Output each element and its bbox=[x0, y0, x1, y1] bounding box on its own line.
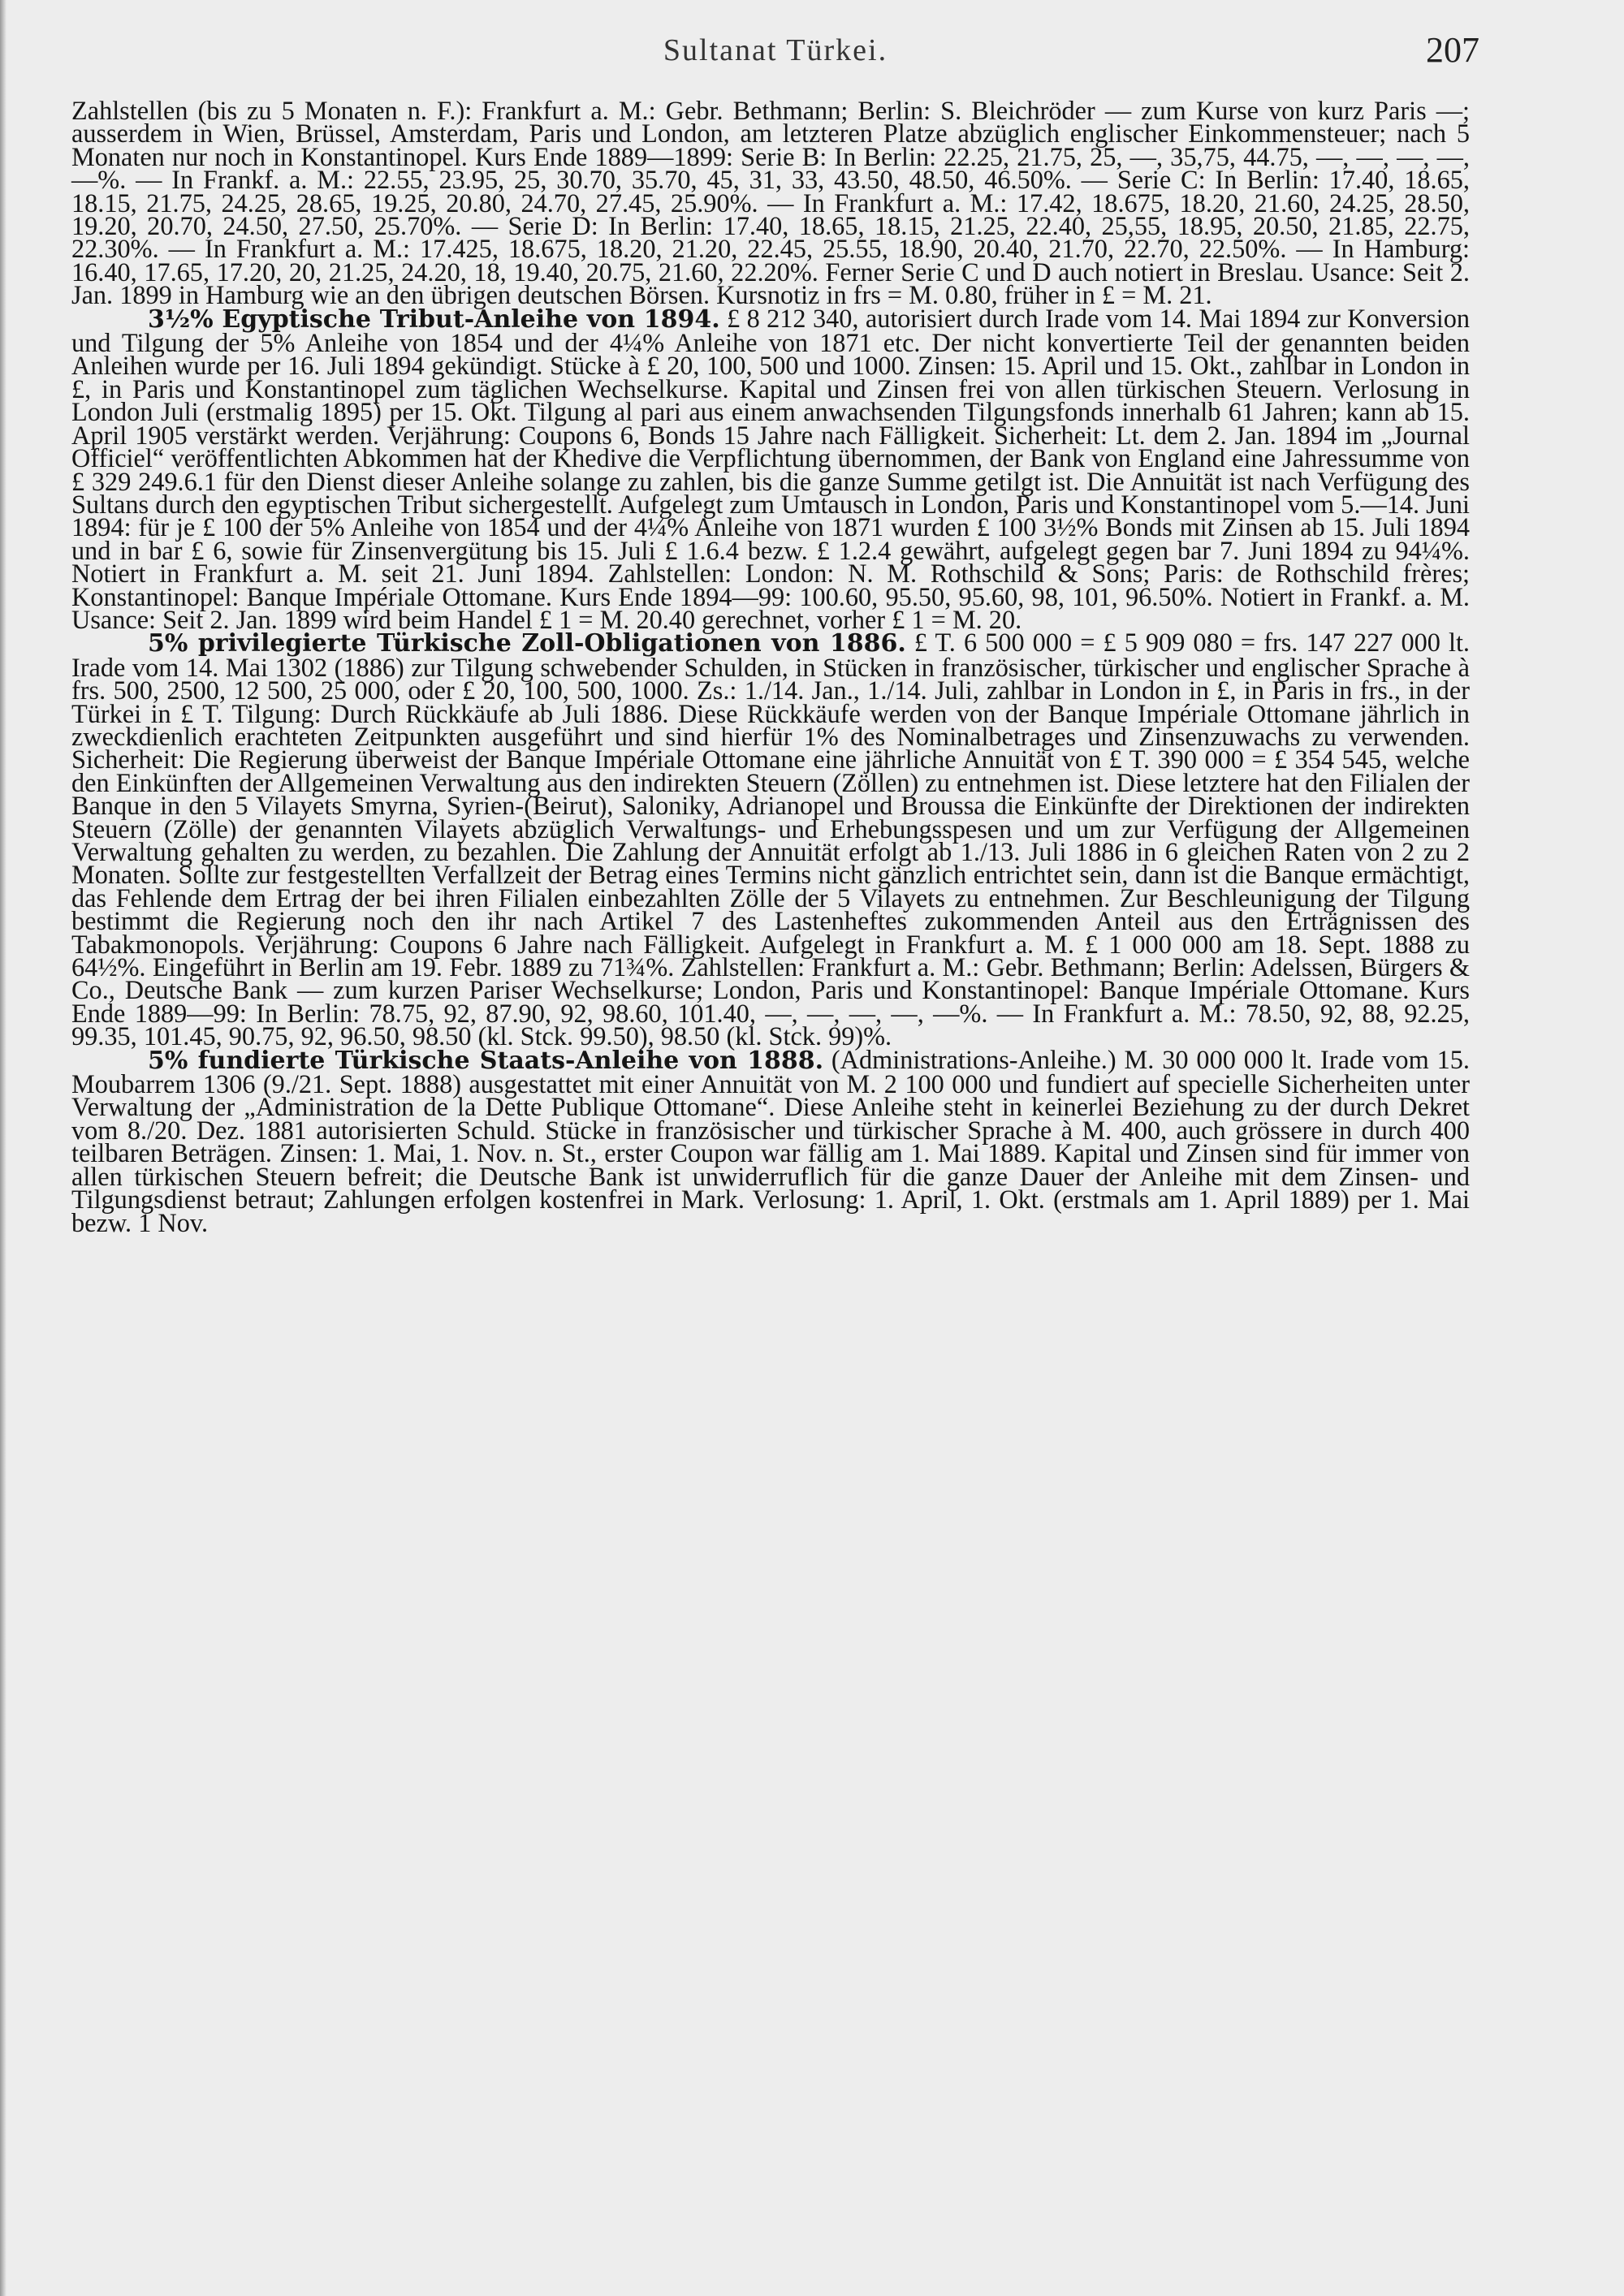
section-heading: 5% fundierte Türkische Staats-Anleihe von 1888. bbox=[148, 1046, 824, 1075]
running-head: Sultanat Türkei. bbox=[663, 33, 888, 67]
section-heading: 3½% Egyptische Tribut-Anleihe von 1894. bbox=[148, 304, 720, 334]
paragraph-zoll-obligationen bbox=[71, 628, 1470, 1051]
page-header bbox=[71, 24, 1479, 73]
paragraph-zahlstellen-continued bbox=[71, 96, 1470, 310]
page-number: 207 bbox=[1426, 30, 1479, 70]
paragraph-text: £ 8 212 340, autorisiert durch Irade vom 14. Mai 1894 zur Konversion und Tilgung der 5% Anleihe von 1854 und der 4¼% Anleihe von 1871 etc. Der nicht konvertierte Teil der genannten beiden Anleihen wurde per 16. Juli 1894 gekündigt. Stücke à £ 20, 100, 500 und 1000. Zinsen: 15. April und 15. Okt., zahlbar in London in £, in Paris und Konstantinopel zum täglichen Wechselkurse. Kapital und Zinsen frei von allen türkischen Steuern. Verlosung in London Juli (erstmalig 1895) per 15. Okt. Tilgung al pari aus einem anwachsenden Tilgungsfonds innerhalb 61 Jahren; kann ab 15. April 1905 verstärkt werden. Verjährung: Coupons 6, Bonds 15 Jahre nach Fälligkeit. Sicherheit: Lt. dem 2. Jan. 1894 im „Journal Officiel“ veröffentlichten Abkommen hat der Khedive die Verpflichtung übernommen, der Bank von England eine Jahressumme von £ 329 249.6.1 für den Dienst dieser Anleihe solange zu zahlen, bis die ganze Summe getilgt ist. Die Annuität ist nach Verfügung des Sultans durch den egyptischen Tribut sichergestellt. Aufgelegt zum Umtausch in London, Paris und Konstantinopel vom 5.—14. Juni 1894: für je £ 100 der 5% Anleihe von 1854 und der 4¼% Anleihe von 1871 wurden £ 100 3½% Bonds mit Zinsen ab 15. Juli 1894 und in bar £ 6, sowie für Zinsenvergütung bis 15. Juli £ 1.6.4 bezw. £ 1.2.4 gewährt, aufgelegt gegen bar 7. Juni 1894 zu 94¼%. Notiert in Frankfurt a. M. seit 21. Juni 1894. Zahlstellen: London: N. M. Rothschild & Sons; Paris: de Rothschild frères; Konstantinopel: Banque Impériale Ottomane. Kurs Ende 1894—99: 100.60, 95.50, 95.60, 98, 101, 96.50%. Notiert in Frankf. a. M. Usance: Seit 2. Jan. 1899 wird beim Handel £ 1 = M. 20.40 gerechnet, vorher £ 1 = M. 20. bbox=[71, 303, 1470, 634]
page-edge-shadow bbox=[0, 0, 6, 2296]
section-heading: 5% privilegierte Türkische Zoll-Obligationen von 1886. bbox=[148, 629, 906, 658]
body-text bbox=[71, 96, 1470, 1237]
paragraph-staats-anleihe-1888 bbox=[71, 1044, 1470, 1237]
paragraph-text: (Administrations-Anleihe.) M. 30 000 000 lt. Irade vom 15. Moubarrem 1306 (9./21. Sept. 1888) ausgestattet mit einer Annuität von M. 2 100 000 und fundiert auf specielle Sicherheiten unter Verwaltung der „Administration de la Dette Publique Ottomane“. Diese Anleihe steht in keinerlei Beziehung zu der durch Dekret vom 8./20. Dez. 1881 autorisierten Schuld. Stücke in französischer und türkischer Sprache à M. 400, auch grössere in durch 400 teilbaren Beträgen. Zinsen: 1. Mai, 1. Nov. n. St., erster Coupon war fällig am 1. Mai 1889. Kapital und Zinsen sind für immer von allen türkischen Steuern befreit; die Deutsche Bank ist unwiderruflich für die ganze Dauer der Anleihe mit dem Zinsen- und Tilgungsdienst betraut; Zahlungen erfolgen kostenfrei in Mark. Verlosung: 1. April, 1. Okt. (erstmals am 1. April 1889) per 1. Mai bezw. 1 Nov. bbox=[71, 1044, 1470, 1237]
paragraph-text: £ T. 6 500 000 = £ 5 909 080 = frs. 147 227 000 lt. Irade vom 14. Mai 1302 (1886) zur Tilgung schwebender Schulden, in Stücken in französischer, türkischer und englischer Sprache à frs. 500, 2500, 12 500, 25 000, oder £ 20, 100, 500, 1000. Zs.: 1./14. Jan., 1./14. Juli, zahlbar in London in £, in Paris in frs., in der Türkei in £ T. Tilgung: Durch Rückkäufe ab Juli 1886. Diese Rückkäufe werden von der Banque Impériale Ottomane jährlich in zweckdienlich erachteten Zeitpunkten ausgeführt und sind hierfür 1% des Nominalbetrages und Zinsenzuwachs zu verwenden. Sicherheit: Die Regierung überweist der Banque Impériale Ottomane eine jährliche Annuität von £ T. 390 000 = £ 354 545, welche den Einkünften der Allgemeinen Verwaltung aus den indirekten Steuern (Zöllen) zu entnehmen ist. Diese letztere hat den Filialen der Banque in den 5 Vilayets Smyrna, Syrien-(Beirut), Saloniky, Adrianopel und Broussa die Einkünfte der Direktionen der indirekten Steuern (Zölle) der genannten Vilayets abzüglich Verwaltungs- und Erhebungsspesen und um zur Verfügung der Allgemeinen Verwaltung gehalten zu werden, zu bezahlen. Die Zahlung der Annuität erfolgt ab 1./13. Juli 1886 in 6 gleichen Raten von 2 zu 2 Monaten. Sollte zur festgestellten Verfallzeit der Betrag eines Termins nicht gänzlich entrichtet sein, dann ist die Banque ermächtigt, das Fehlende dem Ertrag der bei ihren Filialen einbezahlten Zölle der 5 Vilayets zu entnehmen. Zur Beschleunigung der Tilgung bestimmt die Regierung noch den ihr nach Artikel 7 des Lastenheftes zukommenden Anteil aus den Erträgnissen des Tabakmonopols. Verjährung: Coupons 6 Jahre nach Fälligkeit. Aufgelegt in Frankfurt a. M. £ 1 000 000 am 18. Sept. 1888 zu 64½%. Eingeführt in Berlin am 19. Febr. 1889 zu 71¾%. Zahlstellen: Frankfurt a. M.: Gebr. Bethmann; Berlin: Adelssen, Bürgers & Co., Deutsche Bank — zum kurzen Pariser Wechselkurse; London, Paris und Konstantinopel: Banque Impériale Ottomane. Kurs Ende 1889—99: In Berlin: 78.75, 92, 87.90, 92, 98.60, 101.40, —, —, —, —, —%. — In Frankfurt a. M.: 78.50, 92, 88, 92.25, 99.35, 101.45, 90.75, 92, 96.50, 98.50 (kl. Stck. 99.50), 98.50 (kl. Stck. 99)%. bbox=[71, 628, 1470, 1051]
paragraph-text: Zahlstellen (bis zu 5 Monaten n. F.): Frankfurt a. M.: Gebr. Bethmann; Berlin: S. Bleichröder — zum Kurse von kurz Paris —; ausserdem in Wien, Brüssel, Amsterdam, Paris und London, am letzteren Platze abzüglich englischer Einkommensteuer; nach 5 Monaten nur noch in Konstantinopel. Kurs Ende 1889—1899: Serie B: In Berlin: 22.25, 21.75, 25, —, 35,75, 44.75, —, —, —, —, —%. — In Frankf. a. M.: 22.55, 23.95, 25, 30.70, 35.70, 45, 31, 33, 43.50, 48.50, 46.50%. — Serie C: In Berlin: 17.40, 18.65, 18.15, 21.75, 24.25, 28.65, 19.25, 20.80, 24.70, 27.45, 25.90%. — In Frankfurt a. M.: 17.42, 18.675, 18.20, 21.60, 24.25, 28.50, 19.20, 20.70, 24.50, 27.50, 25.70%. — Serie D: In Berlin: 17.40, 18.65, 18.15, 21.25, 22.40, 25,55, 18.95, 20.50, 21.85, 22.75, 22.30%. — In Frankfurt a. M.: 17.425, 18.675, 18.20, 21.20, 22.45, 25.55, 18.90, 20.40, 21.70, 22.70, 22.50%. — In Hamburg: 16.40, 17.65, 17.20, 20, 21.25, 24.20, 18, 19.40, 20.75, 21.60, 22.20%. Ferner Serie C und D auch notiert in Breslau. Usance: Seit 2. Jan. 1899 in Hamburg wie an den übrigen deutschen Börsen. Kursnotiz in frs = M. 0.80, früher in £ = M. 21. bbox=[71, 96, 1470, 310]
paragraph-egyptische-tribut-anleihe bbox=[71, 303, 1470, 634]
